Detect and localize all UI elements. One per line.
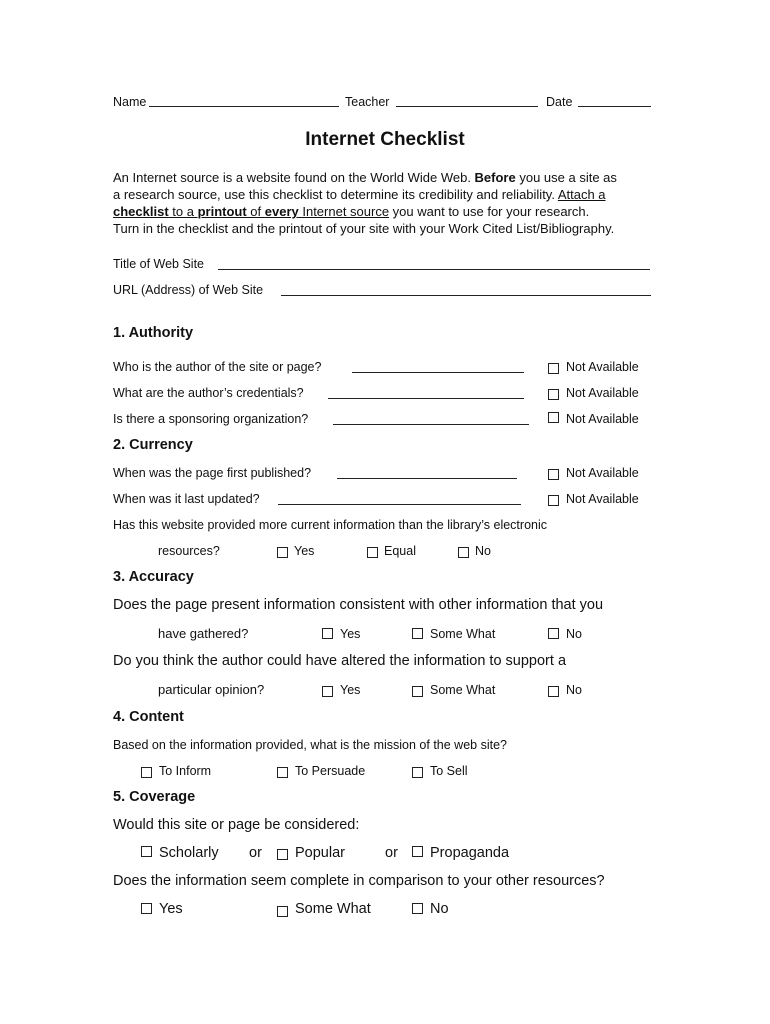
currency-q2: When was it last updated? [113,492,260,506]
coverage-yes-checkbox[interactable] [141,903,152,914]
scholarly-label: Scholarly [159,845,219,861]
name-field[interactable] [149,106,339,107]
accuracy-q2-no-checkbox[interactable] [548,686,559,697]
intro-line-1: An Internet source is a website found on the World Wide Web. Before you use a site as [113,170,617,185]
somewhat-label: Some What [295,901,371,917]
somewhat-label: Some What [430,683,496,697]
content-q1: Based on the information provided, what is the mission of the web site? [113,738,507,752]
or-label: or [385,845,398,861]
no-label: No [430,901,449,917]
yes-label: Yes [340,627,361,641]
currency-q3-cont: resources? [158,544,220,558]
or-label: or [249,845,262,861]
na-label: Not Available [566,360,639,374]
coverage-q2: Does the information seem complete in comparison to your other resources? [113,873,605,889]
authority-q2-na-checkbox[interactable] [548,389,559,400]
currency-q1-na-checkbox[interactable] [548,469,559,480]
currency-q1: When was the page first published? [113,466,312,480]
page-title: Internet Checklist [305,129,465,150]
currency-q2-na-checkbox[interactable] [548,495,559,506]
authority-q2: What are the author’s credentials? [113,386,304,400]
accuracy-q1: Does the page present information consistent with other information that you [113,597,604,613]
content-persuade-checkbox[interactable] [277,767,288,778]
teacher-field[interactable] [396,106,538,107]
accuracy-q2-yes-checkbox[interactable] [322,686,333,697]
na-label: Not Available [566,466,639,480]
accuracy-q2: Do you think the author could have altered the information to support a [113,653,567,669]
authority-q3-na-checkbox[interactable] [548,412,559,423]
equal-label: Equal [384,544,416,558]
na-label: Not Available [566,412,639,426]
coverage-somewhat-checkbox[interactable] [277,906,288,917]
na-label: Not Available [566,386,639,400]
title-of-website-field[interactable] [218,269,650,270]
popular-label: Popular [295,845,345,861]
intro-line-3: checklist to a printout of every Internet source you want to use for your research. [113,204,590,219]
accuracy-q1-yes-checkbox[interactable] [322,628,333,639]
accuracy-q2-somewhat-checkbox[interactable] [412,686,423,697]
yes-label: Yes [294,544,315,558]
coverage-popular-checkbox[interactable] [277,849,288,860]
intro-line-2: a research source, use this checklist to determine its credibility and reliability. Attach a [113,187,606,202]
accuracy-q1-cont: have gathered? [158,626,249,641]
section-content-heading: 4. Content [113,709,184,725]
intro-line-4: Turn in the checklist and the printout of your site with your Work Cited List/Bibliography. [113,221,615,236]
accuracy-q1-no-checkbox[interactable] [548,628,559,639]
date-field[interactable] [578,106,651,107]
section-accuracy-heading: 3. Accuracy [113,569,194,585]
authority-q1-na-checkbox[interactable] [548,363,559,374]
currency-q3: Has this website provided more current information than the library’s electronic [113,518,547,532]
section-coverage-heading: 5. Coverage [113,789,196,805]
coverage-scholarly-checkbox[interactable] [141,846,152,857]
accuracy-q2-cont: particular opinion? [158,682,265,697]
propaganda-label: Propaganda [430,845,510,861]
authority-q3: Is there a sponsoring organization? [113,412,309,426]
name-label: Name [113,95,147,109]
inform-label: To Inform [159,764,212,778]
yes-label: Yes [159,901,183,917]
no-label: No [475,544,491,558]
url-label: URL (Address) of Web Site [113,283,264,297]
teacher-label: Teacher [345,95,390,109]
currency-yes-checkbox[interactable] [277,547,288,558]
date-label: Date [546,95,573,109]
authority-q2-answer[interactable] [328,398,524,399]
authority-q1-answer[interactable] [352,372,524,373]
url-field[interactable] [281,295,651,296]
coverage-q1: Would this site or page be considered: [113,817,360,833]
content-inform-checkbox[interactable] [141,767,152,778]
coverage-propaganda-checkbox[interactable] [412,846,423,857]
persuade-label: To Persuade [295,764,366,778]
currency-no-checkbox[interactable] [458,547,469,558]
authority-q1: Who is the author of the site or page? [113,360,322,374]
no-label: No [566,627,582,641]
coverage-no-checkbox[interactable] [412,903,423,914]
accuracy-q1-somewhat-checkbox[interactable] [412,628,423,639]
section-authority-heading: 1. Authority [113,325,194,341]
title-of-website-label: Title of Web Site [113,257,205,271]
no-label: No [566,683,582,697]
currency-q1-answer[interactable] [337,478,517,479]
sell-label: To Sell [430,764,468,778]
na-label: Not Available [566,492,639,506]
content-sell-checkbox[interactable] [412,767,423,778]
authority-q3-answer[interactable] [333,424,529,425]
somewhat-label: Some What [430,627,496,641]
yes-label: Yes [340,683,361,697]
currency-q2-answer[interactable] [278,504,521,505]
currency-equal-checkbox[interactable] [367,547,378,558]
section-currency-heading: 2. Currency [113,437,193,453]
